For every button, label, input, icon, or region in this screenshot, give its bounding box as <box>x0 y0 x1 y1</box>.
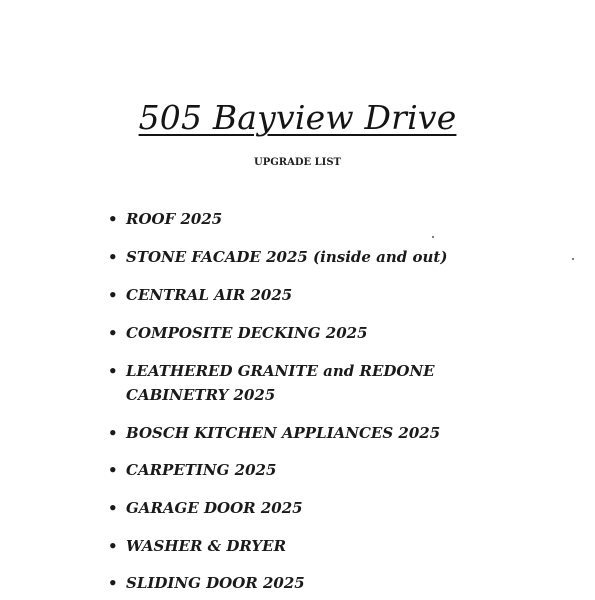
list-item <box>108 359 498 407</box>
list-item-text: STONE FACADE 2025 (inside and out) <box>126 248 448 266</box>
list-item-text: WASHER & DRYER <box>126 537 287 555</box>
bullet-icon: • <box>108 248 118 266</box>
list-item <box>108 421 528 445</box>
bullet-icon: • <box>108 286 118 304</box>
bullet-icon: • <box>108 499 118 517</box>
list-item <box>108 534 528 558</box>
bullet-icon: • <box>108 324 118 342</box>
page-subtitle: UPGRADE LIST <box>254 157 341 168</box>
page-title: 505 Bayview Drive <box>138 98 457 137</box>
bullet-icon: • <box>108 574 118 592</box>
list-item <box>108 283 528 307</box>
scan-speck <box>432 236 434 238</box>
bullet-icon: • <box>108 424 118 442</box>
list-item-text: ROOF 2025 <box>126 210 223 228</box>
list-item-text: CENTRAL AIR 2025 <box>126 286 293 304</box>
list-item-text: LEATHERED GRANITE and REDONE CABINETRY 2025 <box>126 362 435 404</box>
list-item-text: BOSCH KITCHEN APPLIANCES 2025 <box>126 424 441 442</box>
scan-speck <box>572 258 574 260</box>
bullet-icon: • <box>108 537 118 555</box>
list-item-text: GARAGE DOOR 2025 <box>126 499 303 517</box>
bullet-icon: • <box>108 461 118 479</box>
list-item-text: CARPETING 2025 <box>126 461 277 479</box>
list-item <box>108 207 528 231</box>
list-item <box>108 321 528 345</box>
list-item <box>108 458 528 482</box>
list-item <box>108 571 528 595</box>
list-item <box>108 245 528 269</box>
list-item <box>108 496 528 520</box>
bullet-icon: • <box>108 210 118 228</box>
bullet-icon: • <box>108 362 118 380</box>
list-item-text: COMPOSITE DECKING 2025 <box>126 324 368 342</box>
list-item-text: SLIDING DOOR 2025 <box>126 574 305 592</box>
